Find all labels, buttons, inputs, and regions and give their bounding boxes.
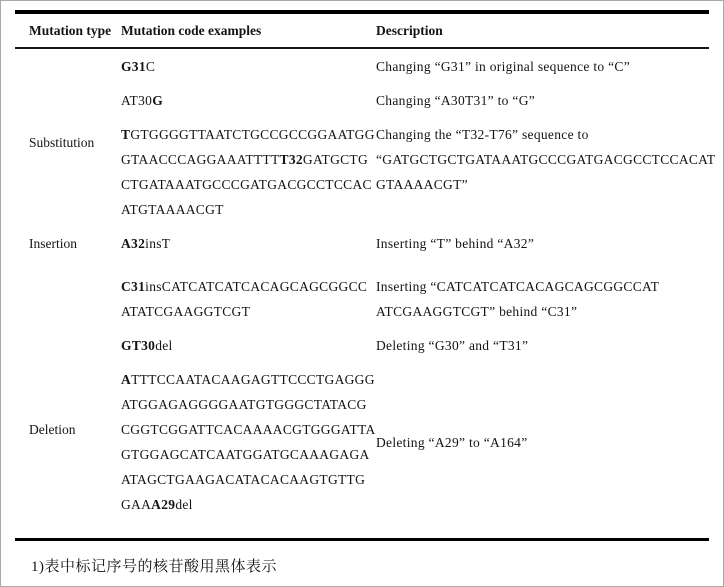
code-line [121, 197, 376, 222]
code-segment: GTGGGGTTAATCTGCCGCCGGAATGG [130, 127, 375, 142]
header-mutation-code-examples: Mutation code examples [121, 23, 262, 38]
code-segment-bold: G [152, 93, 164, 108]
table-row [15, 333, 709, 526]
code-line [121, 392, 376, 417]
code-cell [121, 274, 376, 324]
code-segment-bold: C31 [121, 279, 146, 294]
code-segment-bold: A29 [151, 497, 176, 512]
code-segment: GTAACCCAGGAAATTTT [121, 152, 280, 167]
table-header-row [15, 14, 709, 49]
code-segment: GTGGAGCATCAATGGATGCAAAGAGA [121, 447, 370, 462]
example-row [121, 231, 709, 256]
examples-column [121, 54, 715, 231]
description-line: Changing “G31” in original sequence to “C” [376, 59, 631, 74]
header-mutation-type: Mutation type [29, 23, 112, 38]
code-line [121, 274, 376, 299]
code-segment: ATATCGAAGGTCGT [121, 304, 251, 319]
code-segment: GAA [121, 497, 152, 512]
examples-column [121, 231, 709, 333]
code-cell [121, 122, 376, 222]
description-line: Changing the “T32-T76” sequence to [376, 127, 589, 142]
description-cell [376, 367, 709, 517]
table-body [15, 49, 716, 538]
code-segment: C [145, 59, 156, 74]
description-line: Changing “A30T31” to “G” [376, 93, 536, 108]
description-cell [376, 333, 709, 358]
code-line [121, 54, 376, 79]
description-cell [376, 122, 715, 222]
code-line [121, 231, 376, 256]
table-row [15, 54, 716, 231]
example-row [121, 367, 709, 517]
code-line [121, 442, 376, 467]
code-segment: ATGGAGAGGGGAATGTGGGCTATACG [121, 397, 367, 412]
code-segment: AT30 [121, 93, 153, 108]
code-cell [121, 231, 376, 256]
code-line [121, 417, 376, 442]
code-segment-bold: A32 [121, 236, 146, 251]
code-line [121, 299, 376, 324]
code-line [121, 172, 376, 197]
mutation-table [15, 10, 716, 541]
code-segment: del [155, 338, 173, 353]
mutation-type-label: Deletion [29, 422, 76, 437]
code-line [121, 333, 376, 358]
description-line: Inserting “CATCATCATCACAGCAGCGGCCAT [376, 279, 660, 294]
code-line [121, 367, 376, 392]
table-row [15, 231, 709, 333]
code-segment: insCATCATCATCACAGCAGCGGCC [145, 279, 368, 294]
code-cell [121, 367, 376, 517]
code-segment: TTTCCAATACAAGAGTTCCCTGAGGG [131, 372, 375, 387]
code-line [121, 492, 376, 517]
example-row [121, 274, 709, 324]
code-segment-bold: A [121, 372, 132, 387]
description-cell [376, 54, 715, 79]
example-row [121, 122, 715, 222]
code-segment: ATAGCTGAAGACATACACAAGTGTTG [121, 472, 366, 487]
description-cell [376, 231, 709, 256]
code-segment: del [175, 497, 193, 512]
description-cell [376, 274, 709, 324]
example-row [121, 333, 709, 358]
code-segment-bold: G31 [121, 59, 146, 74]
code-segment: CGGTCGGATTCACAAAACGTGGGATTA [121, 422, 376, 437]
example-row [121, 88, 715, 113]
description-line: Deleting “G30” and “T31” [376, 338, 529, 353]
mutation-type-label: Substitution [29, 135, 95, 150]
code-segment: ATGTAAAACGT [121, 202, 224, 217]
header-description: Description [376, 23, 443, 38]
code-segment-bold: GT30 [121, 338, 156, 353]
examples-column [121, 333, 709, 526]
code-cell [121, 54, 376, 79]
code-cell [121, 88, 376, 113]
example-row [121, 54, 715, 79]
description-cell [376, 88, 715, 113]
code-segment-bold: T32 [279, 152, 303, 167]
code-cell [121, 333, 376, 358]
description-line: Deleting “A29” to “A164” [376, 434, 528, 450]
mutation-type-label: Insertion [29, 236, 77, 251]
code-line [121, 88, 376, 113]
description-line: GTAAAACGT” [376, 177, 468, 192]
description-line: ATCGAAGGTCGT” behind “C31” [376, 304, 578, 319]
code-segment: CTGATAAATGCCCGATGACGCCTCCAC [121, 177, 372, 192]
description-line: Inserting “T” behind “A32” [376, 236, 535, 251]
code-line [121, 467, 376, 492]
code-segment: insT [145, 236, 171, 251]
code-line [121, 147, 376, 172]
description-line: “GATGCTGCTGATAAATGCCCGATGACGCCTCCACAT [376, 152, 716, 167]
code-line [121, 122, 376, 147]
code-segment-bold: T [121, 127, 131, 142]
code-segment: GATGCTG [302, 152, 369, 167]
footnote: 1)表中标记序号的核苷酸用黑体表示 [31, 559, 277, 575]
